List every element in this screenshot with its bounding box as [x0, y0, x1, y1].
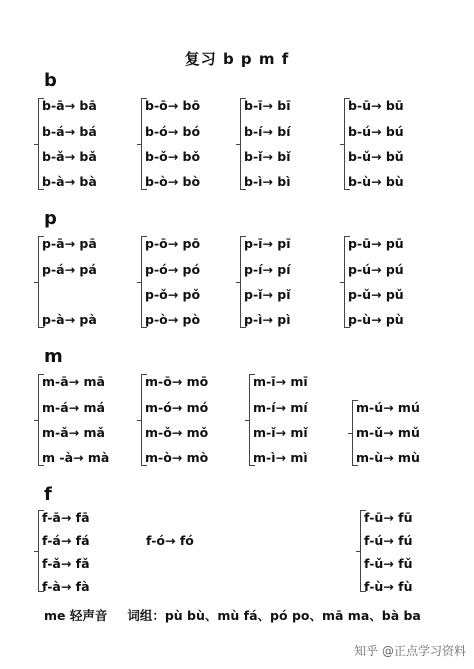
group-b-o [141, 98, 233, 190]
section-letter-p: p [44, 208, 57, 229]
spelling-line: p-ó→ pó [145, 262, 201, 277]
spelling-line: m-ā→ mā [42, 374, 105, 389]
group-p-o [141, 236, 233, 328]
spelling-line: f-ā→ fā [42, 510, 90, 525]
spelling-line: b-ǎ→ bǎ [42, 149, 97, 164]
spelling-line: f-ǎ→ fǎ [42, 556, 90, 571]
spelling-line: f-ù→ fù [364, 579, 413, 594]
spelling-line: p-ā→ pā [42, 236, 97, 251]
spelling-line: m-ō→ mō [145, 374, 209, 389]
group-m-i [249, 374, 345, 466]
spelling-line: b-ū→ bū [348, 98, 404, 113]
group-f-u [360, 510, 452, 592]
spelling-line: f-ǔ→ fǔ [364, 556, 413, 571]
spelling-line: m-ó→ mó [145, 400, 209, 415]
spelling-line: m-á→ má [42, 400, 105, 415]
spelling-line: b-ù→ bù [348, 174, 404, 189]
group-p-i [240, 236, 332, 328]
spelling-line: m-í→ mí [253, 400, 308, 415]
group-b-a [38, 98, 130, 190]
spelling-line: m-ǎ→ mǎ [42, 425, 105, 440]
word-group-list: 词组：pù bù、mù fá、pó po、mā ma、bà ba [127, 608, 421, 623]
spelling-line: m-ǔ→ mǔ [356, 425, 420, 440]
spelling-line: f-á→ fá [42, 533, 90, 548]
spelling-line: f-ū→ fū [364, 510, 413, 525]
spelling-line: b-ā→ bā [42, 98, 97, 113]
spelling-line: m-ī→ mī [253, 374, 308, 389]
footer-words [44, 606, 421, 624]
spelling-line: m-ú→ mú [356, 400, 420, 415]
section-letter-m: m [44, 346, 63, 367]
spelling-line: p-ī→ pī [244, 236, 291, 251]
group-p-u [344, 236, 436, 328]
spelling-line: b-ó→ bó [145, 124, 201, 139]
spelling-line: p-ò→ pò [145, 312, 201, 327]
spelling-line: b-ǒ→ bǒ [145, 149, 201, 164]
spelling-line: f-ó→ fó [146, 533, 194, 548]
spelling-line: b-í→ bí [244, 124, 291, 139]
spelling-line: m-ǐ→ mǐ [253, 425, 308, 440]
section-letter-f: f [44, 484, 52, 505]
section-letter-b: b [44, 70, 57, 91]
spelling-line: p-ū→ pū [348, 236, 404, 251]
spelling-line: p-ǔ→ pǔ [348, 287, 404, 302]
spelling-line: b-á→ bá [42, 124, 97, 139]
group-m-o [141, 374, 237, 466]
spelling-line: b-ǐ→ bǐ [244, 149, 291, 164]
spelling-line: p-á→ pá [42, 262, 97, 277]
spelling-line: m -à→ mà [42, 450, 110, 465]
spelling-line: b-à→ bà [42, 174, 97, 189]
spelling-line: m-ǒ→ mǒ [145, 425, 209, 440]
spelling-line: m-ù→ mù [356, 450, 420, 465]
spelling-line: b-ō→ bō [145, 98, 201, 113]
spelling-line: b-ò→ bò [145, 174, 201, 189]
spelling-line: p-ù→ pù [348, 312, 404, 327]
spelling-line: p-ì→ pì [244, 312, 291, 327]
spelling-line: p-ú→ pú [348, 262, 404, 277]
spelling-line: b-ǔ→ bǔ [348, 149, 404, 164]
spelling-line: b-ì→ bì [244, 174, 291, 189]
page-title: 复习 b p m f [184, 50, 290, 68]
spelling-line: p-í→ pí [244, 262, 291, 277]
spelling-line: f-ú→ fú [364, 533, 413, 548]
group-m-a [38, 374, 134, 466]
spelling-line: m-ò→ mò [145, 450, 209, 465]
spelling-line: b-ī→ bī [244, 98, 291, 113]
spelling-line: m-ì→ mì [253, 450, 308, 465]
watermark: 知乎 @正点学习资料 [354, 644, 466, 658]
light-tone-label: me 轻声音 [44, 608, 108, 623]
spelling-line: p-ǒ→ pǒ [145, 287, 201, 302]
group-b-u [344, 98, 436, 190]
spelling-line: p-à→ pà [42, 312, 97, 327]
spelling-line: f-à→ fà [42, 579, 90, 594]
spelling-line: b-ú→ bú [348, 124, 404, 139]
group-m-u [352, 400, 448, 466]
group-f-a [38, 510, 130, 592]
spelling-line: p-ō→ pō [145, 236, 201, 251]
group-b-i [240, 98, 332, 190]
group-p-a [38, 236, 130, 328]
spelling-line: p-ǐ→ pǐ [244, 287, 291, 302]
